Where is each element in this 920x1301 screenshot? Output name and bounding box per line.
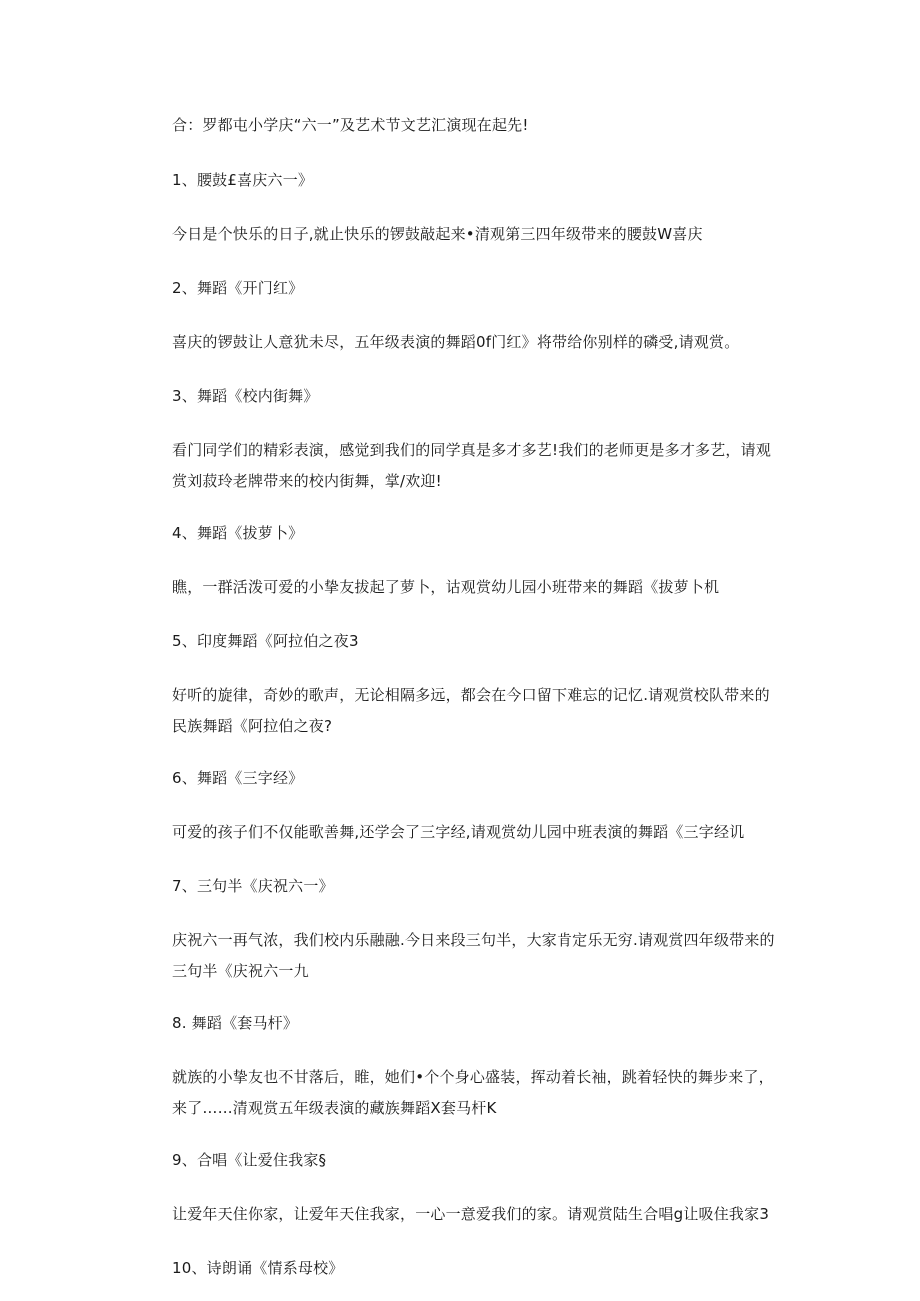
item-5-text-line-1: 好听的旋律，奇妙的歌声，无论相隔多远，都会在今口留下难忘的记忆.请观赏校队带来的	[172, 686, 770, 704]
item-8-text-line-2: 来了……清观赏五年级表演的藏族舞蹈X套马杆K	[172, 1099, 497, 1117]
item-8-text-line-1: 就族的小挚友也不甘落后，睢，她们•个个身心盛装，挥动着长袖，跳着轻快的舞步来了，	[172, 1068, 774, 1086]
item-10-heading: 10、诗朗诵《情系母校》	[172, 1259, 344, 1277]
item-3-heading: 3、舞蹈《校内街舞》	[172, 387, 319, 405]
item-3-text-line-2: 赏刘菽玲老牌带来的校内街舞，掌/欢迎!	[172, 472, 442, 490]
item-4-text-line-1: 瞧，一群活泼可爱的小挚友拔起了萝卜，诂观赏幼儿园小班带来的舞蹈《拔萝卜机	[172, 578, 720, 596]
item-7-text-line-2: 三句半《庆祝六一九	[172, 962, 309, 980]
item-9-text-line-1: 让爱年天住你家，让爱年天住我家，一心一意爱我们的家。请观赏陆生合唱g让吸住我家3	[172, 1205, 770, 1223]
item-1-text-line-1: 今日是个快乐的日子,就止快乐的锣鼓敲起来•清观第三四年级带来的腰鼓W喜庆	[172, 225, 703, 243]
item-3-text-line-1: 看门同学们的精彩表演，感觉到我们的同学真是多才多艺!我们的老师更是多才多艺，请观	[172, 441, 772, 459]
item-4-heading: 4、舞蹈《拔萝卜》	[172, 524, 304, 542]
intro-line: 合：罗都屯小学庆“六一”及艺术节文艺汇演现在起先!	[172, 116, 529, 134]
item-5-text-line-2: 民族舞蹈《阿拉伯之夜?	[172, 717, 333, 735]
item-6-text-line-1: 可爱的孩子们不仅能歌善舞,还学会了三字经,请观赏幼儿园中班表演的舞蹈《三字经讥	[172, 823, 745, 841]
item-7-text-line-1: 庆祝六一再气浓，我们校内乐融融.今日来段三句半，大家肯定乐无穷.请观赏四年级带来的	[172, 931, 775, 949]
item-5-heading: 5、印度舞蹈《阿拉伯之夜3	[172, 632, 359, 650]
item-7-heading: 7、三句半《庆祝六一》	[172, 877, 334, 895]
item-2-heading: 2、舞蹈《开门红》	[172, 279, 304, 297]
item-1-heading: 1、腰鼓£喜庆六一》	[172, 171, 314, 189]
item-8-heading: 8. 舞蹈《套马杆》	[172, 1014, 299, 1032]
item-9-heading: 9、合唱《让爱住我家§	[172, 1151, 327, 1169]
item-6-heading: 6、舞蹈《三字经》	[172, 769, 304, 787]
item-2-text-line-1: 喜庆的锣鼓让人意犹未尽，五年级表演的舞蹈0f门红》将带给你别样的磷受,请观赏。	[172, 333, 740, 351]
